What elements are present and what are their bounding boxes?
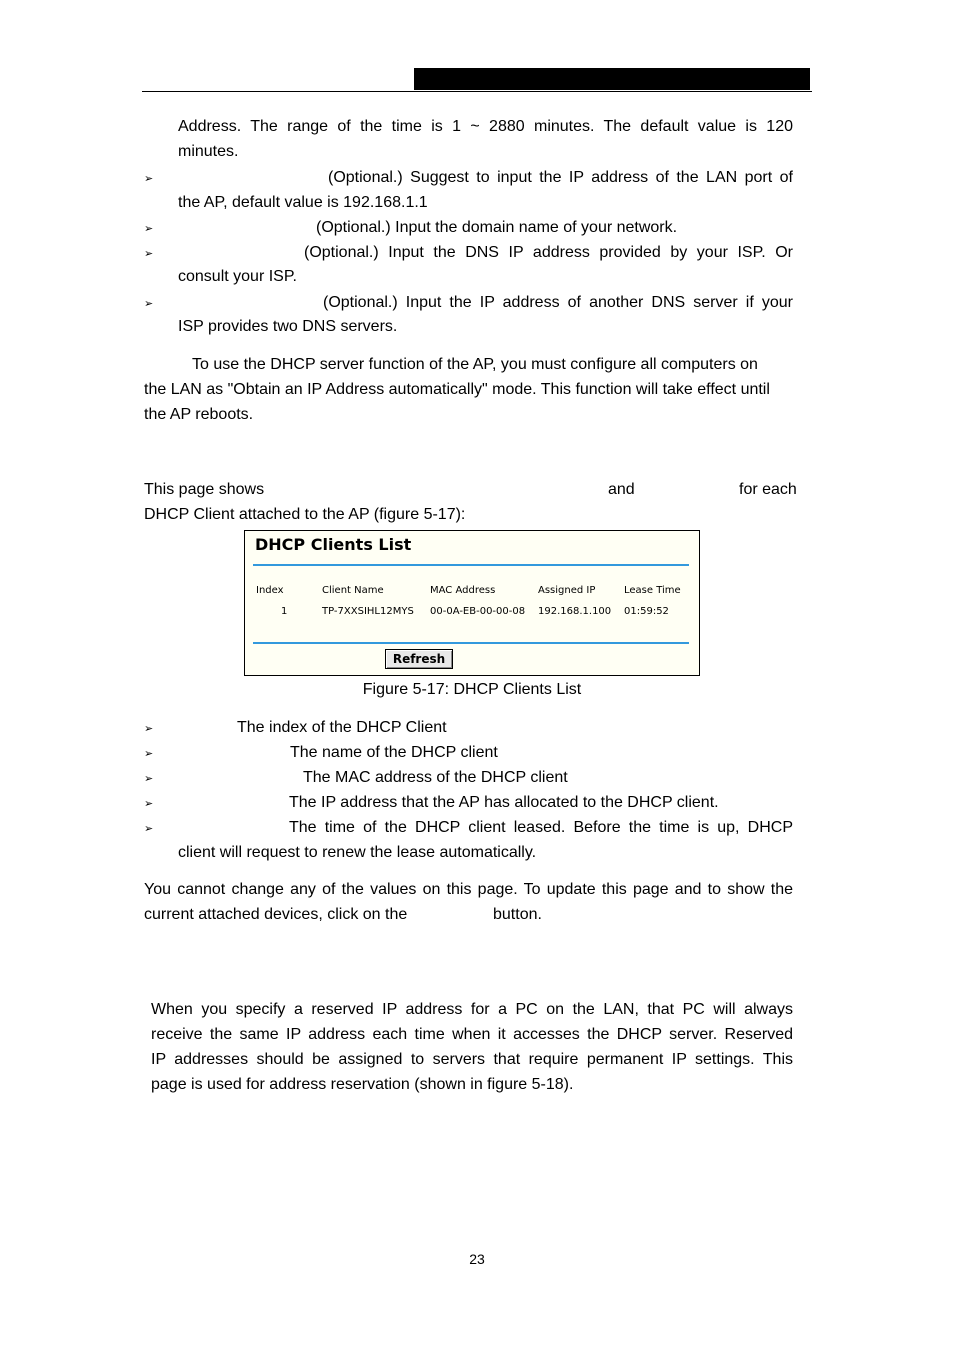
dhcp-clients-figure xyxy=(244,530,700,676)
bullet-icon: ➢ xyxy=(144,773,154,785)
intro-line-2: minutes. xyxy=(178,143,239,160)
header-mac-address: MAC Address xyxy=(430,585,496,596)
reservation-line-3: IP addresses should be assigned to servers that require permanent IP settings. This xyxy=(151,1051,793,1068)
cell-index: 1 xyxy=(281,606,288,617)
header-rule xyxy=(142,91,812,92)
note-line-3: the AP reboots. xyxy=(144,406,254,423)
cell-assigned-ip: 192.168.1.100 xyxy=(538,606,612,617)
clients-intro-part-2: and xyxy=(608,481,635,498)
update-note-line-2b: button. xyxy=(493,906,542,923)
figure-bottom-rule xyxy=(253,642,689,644)
update-note-line-2a: current attached devices, click on the xyxy=(144,906,408,923)
bullet-icon: ➢ xyxy=(144,173,154,185)
domain-desc: (Optional.) Input the domain name of your network. xyxy=(316,219,678,236)
clients-intro-part-1: This page shows xyxy=(144,481,265,498)
start-ip-desc-cont: the AP, default value is 192.168.1.1 xyxy=(178,194,428,211)
intro-line-1: Address. The range of the time is 1 ~ 2880 minutes. The default value is 120 xyxy=(178,118,793,135)
mac-address-desc: The MAC address of the DHCP client xyxy=(303,769,568,786)
header-lease-time: Lease Time xyxy=(624,585,681,596)
primary-dns-desc-cont: consult your ISP. xyxy=(178,268,297,285)
figure-title: DHCP Clients List xyxy=(255,535,412,554)
refresh-button[interactable]: Refresh xyxy=(385,649,453,669)
figure-top-rule xyxy=(253,564,689,566)
figure-caption: Figure 5-17: DHCP Clients List xyxy=(362,681,582,698)
secondary-dns-desc: (Optional.) Input the IP address of another DNS server if your xyxy=(323,294,793,311)
primary-dns-desc: (Optional.) Input the DNS IP address provided by your ISP. Or xyxy=(304,244,793,261)
cell-mac-address: 00-0A-EB-00-00-08 xyxy=(430,606,526,617)
bullet-icon: ➢ xyxy=(144,723,154,735)
reservation-line-4: page is used for address reservation (shown in figure 5-18). xyxy=(151,1076,574,1093)
lease-time-desc-cont: client will request to renew the lease automatically. xyxy=(178,844,537,861)
update-note-line-1: You cannot change any of the values on this page. To update this page and to show the xyxy=(144,881,793,898)
lease-time-desc: The time of the DHCP client leased. Before the time is up, DHCP xyxy=(289,819,793,836)
assigned-ip-desc: The IP address that the AP has allocated to the DHCP client. xyxy=(289,794,719,811)
note-line-2: the LAN as "Obtain an IP Address automatically" mode. This function will take effect until xyxy=(144,381,770,398)
bullet-icon: ➢ xyxy=(144,223,154,235)
page-number: 23 xyxy=(469,1251,485,1267)
reservation-line-1: When you specify a reserved IP address for a PC on the LAN, that PC will always xyxy=(151,1001,793,1018)
index-desc: The index of the DHCP Client xyxy=(237,719,447,736)
reservation-line-2: receive the same IP address each time when it accesses the DHCP server. Reserved xyxy=(151,1026,793,1043)
header-assigned-ip: Assigned IP xyxy=(538,585,596,596)
note-line-1: To use the DHCP server function of the AP, you must configure all computers on xyxy=(192,356,758,373)
bullet-icon: ➢ xyxy=(144,298,154,310)
clients-intro-part-3: for each xyxy=(739,481,797,498)
header-bar xyxy=(414,68,810,90)
bullet-icon: ➢ xyxy=(144,798,154,810)
cell-lease-time: 01:59:52 xyxy=(624,606,669,617)
bullet-icon: ➢ xyxy=(144,248,154,260)
bullet-icon: ➢ xyxy=(144,823,154,835)
header-index: Index xyxy=(256,585,284,596)
cell-client-name: TP-7XXSIHL12MYS xyxy=(322,606,414,617)
client-name-desc: The name of the DHCP client xyxy=(290,744,498,761)
header-client-name: Client Name xyxy=(322,585,384,596)
secondary-dns-desc-cont: ISP provides two DNS servers. xyxy=(178,318,398,335)
bullet-icon: ➢ xyxy=(144,748,154,760)
start-ip-desc: (Optional.) Suggest to input the IP address of the LAN port of xyxy=(328,169,793,186)
clients-intro-line-2: DHCP Client attached to the AP (figure 5-17): xyxy=(144,506,466,523)
